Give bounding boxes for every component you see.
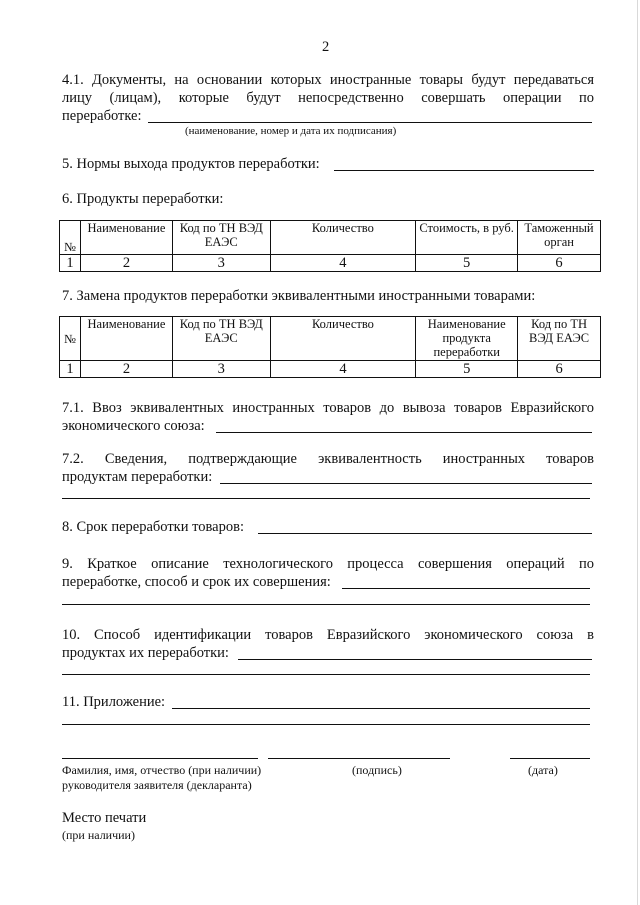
word: операции <box>503 90 562 106</box>
sign-caption: (подпись) <box>352 763 402 777</box>
section-10-line-2: продуктах их переработки: <box>62 645 229 661</box>
section-4-1-fill-line <box>148 122 592 123</box>
header-cell-name: Наименование <box>80 221 172 255</box>
section-7-2-fill-line-2 <box>62 498 590 499</box>
section-7-2-line-2: продуктам переработки: <box>62 469 213 485</box>
header-cell-code: Код по ТН ВЭД ЕАЭС <box>172 221 270 255</box>
section-7-1-fill-line <box>216 432 592 433</box>
section-9-line-1: 9. Краткое описание технологического процесса совершения операций по <box>62 556 594 572</box>
section-7-label: 7. Замена продуктов переработки эквивалентными иностранными товарами: <box>62 288 536 304</box>
word: подтверждающие <box>188 451 297 467</box>
date-caption: (дата) <box>528 763 558 777</box>
number-cell: 4 <box>270 361 416 378</box>
section-5-label: 5. Нормы выхода продуктов переработки: <box>62 156 320 172</box>
name-caption-line-1: Фамилия, имя, отчество (при наличии) <box>62 763 262 777</box>
section-7-1-line-1: 7.1. Ввоз эквивалентных иностранных товаров до вывоза товаров Евразийского <box>62 400 594 416</box>
products-table <box>59 220 601 272</box>
name-signature-line <box>62 758 258 759</box>
number-cell: 3 <box>172 361 270 378</box>
number-cell: 2 <box>80 255 172 272</box>
section-4-1-line-1: 4.1. Документы, на основании которых иностранные товары будут передаваться <box>62 72 594 88</box>
section-10-fill-line-2 <box>62 674 590 675</box>
header-cell-quantity: Количество <box>270 221 416 255</box>
section-7-1-line-2: экономического союза: <box>62 418 205 434</box>
number-cell: 1 <box>60 361 81 378</box>
section-10-line-1: 10. Способ идентификации товаров Евразийского экономического союза в <box>62 627 594 643</box>
number-cell: 1 <box>60 255 81 272</box>
word: которые <box>178 90 229 106</box>
date-signature-line <box>510 758 590 759</box>
number-cell: 5 <box>416 361 518 378</box>
stamp-note: (при наличии) <box>62 828 135 842</box>
sign-signature-line <box>268 758 450 759</box>
word: 7.2. <box>62 451 84 467</box>
header-cell-product-name: Наименование продукта переработки <box>416 317 518 361</box>
header-cell-number: № <box>60 221 81 255</box>
header-cell-number: № <box>60 317 81 361</box>
section-5-fill-line <box>334 170 594 171</box>
word: эквивалентность <box>318 451 422 467</box>
section-11-fill-line <box>172 708 590 709</box>
section-9-fill-line-2 <box>62 604 590 605</box>
word: Сведения, <box>104 451 168 467</box>
word: по <box>578 90 594 106</box>
section-11-label: 11. Приложение: <box>62 694 166 710</box>
header-cell-quantity: Количество <box>270 317 416 361</box>
section-6-label: 6. Продукты переработки: <box>62 191 224 207</box>
section-10-fill-line <box>238 659 592 660</box>
word: товаров <box>546 451 594 467</box>
number-cell: 6 <box>518 255 601 272</box>
section-7-2-line-1 <box>62 450 594 468</box>
page-edge <box>637 0 638 905</box>
section-9-line-2: переработке, способ и срок их совершения: <box>62 574 331 590</box>
number-cell: 6 <box>518 361 601 378</box>
name-caption-line-2: руководителя заявителя (декларанта) <box>62 778 252 792</box>
section-9-fill-line <box>342 588 590 589</box>
header-cell-product-code: Код по ТН ВЭД ЕАЭС <box>518 317 601 361</box>
stamp-label: Место печати <box>62 810 147 826</box>
header-cell-code: Код по ТН ВЭД ЕАЭС <box>172 317 270 361</box>
section-4-1-line-2 <box>62 89 594 107</box>
word: непосредственно <box>298 90 404 106</box>
section-8-fill-line <box>258 533 592 534</box>
word: будут <box>246 90 281 106</box>
word: совершать <box>421 90 486 106</box>
section-11-fill-line-2 <box>62 724 590 725</box>
number-cell: 5 <box>416 255 518 272</box>
number-cell: 2 <box>80 361 172 378</box>
header-cell-customs: Таможенный орган <box>518 221 601 255</box>
section-4-1-caption: (наименование, номер и дата их подписания) <box>185 125 397 137</box>
section-8-label: 8. Срок переработки товаров: <box>62 519 244 535</box>
replacement-table <box>59 316 601 378</box>
word: (лицам), <box>109 90 162 106</box>
number-cell: 3 <box>172 255 270 272</box>
header-cell-cost: Стоимость, в руб. <box>416 221 518 255</box>
section-7-2-fill-line <box>220 483 592 484</box>
word: иностранных <box>442 451 526 467</box>
number-cell: 4 <box>270 255 416 272</box>
section-4-1-line-3: переработке: <box>62 108 142 124</box>
word: лицу <box>62 90 93 106</box>
page-number: 2 <box>322 39 330 55</box>
header-cell-name: Наименование <box>80 317 172 361</box>
